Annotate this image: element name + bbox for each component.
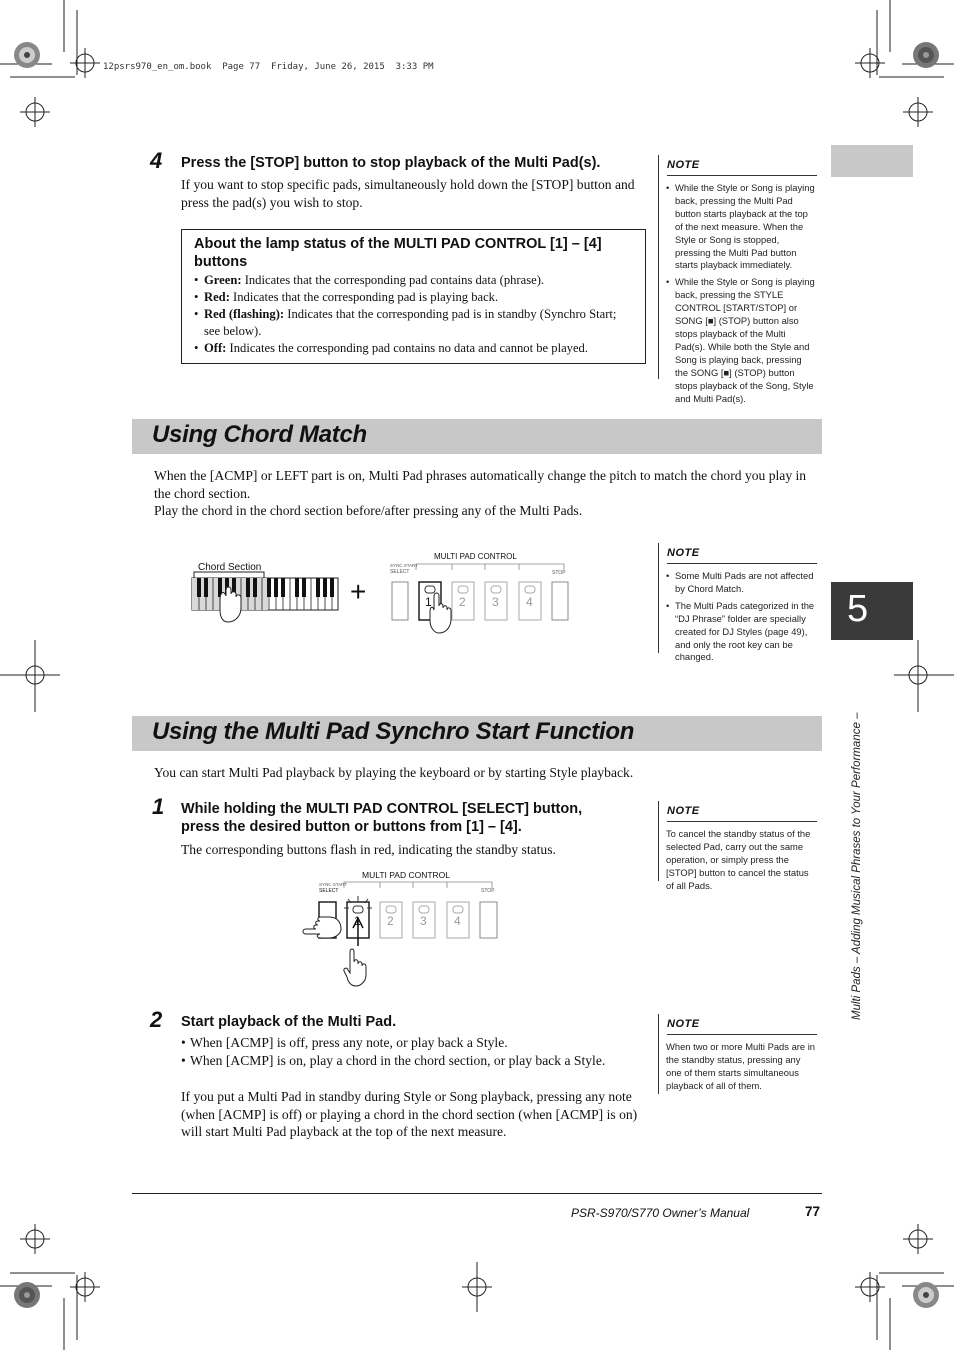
panel-2-select: SELECT bbox=[319, 888, 339, 894]
note-1 bbox=[658, 155, 817, 404]
panel-1-pad-4: 4 bbox=[526, 595, 533, 609]
footer-manual-title: PSR-S970/S770 Owner’s Manual bbox=[571, 1206, 750, 1220]
note-3-label: NOTE bbox=[667, 805, 700, 817]
note-3 bbox=[658, 801, 817, 891]
step-2-heading: Start playback of the Multi Pad. bbox=[181, 1014, 397, 1030]
panel-2-sync-start: SYNC START bbox=[319, 882, 348, 887]
note-1-item: • While the Style or Song is playing back, pressing the Multi Pad button starts playback at the top of the next measure. When the Style or Song is stopped, pressing the Multi Pad button starts playback immediately. bbox=[666, 182, 816, 272]
step-4-body: If you want to stop specific pads, simultaneously hold down the [STOP] button and press the pad(s) you wish to stop. bbox=[181, 177, 635, 210]
panel-1-pad-3: 3 bbox=[492, 595, 499, 609]
lamp-status-list bbox=[194, 272, 634, 357]
lamp-item-off: • Off: Indicates the corresponding pad contains no data and cannot be played. bbox=[194, 340, 634, 357]
note-2 bbox=[658, 543, 817, 663]
chord-section-label: Chord Section bbox=[198, 562, 262, 573]
side-tab-top bbox=[831, 145, 913, 177]
synchro-intro: You can start Multi Pad playback by playing the keyboard or by starting Style playback. bbox=[154, 765, 634, 780]
multi-pad-panel-1 bbox=[388, 550, 578, 642]
chord-match-section-bar bbox=[132, 419, 822, 454]
panel-1-sync-start: SYNC START bbox=[390, 563, 419, 568]
lamp-item-red: • Red: Indicates that the corresponding pad is playing back. bbox=[194, 289, 634, 306]
lamp-status-title: About the lamp status of the MULTI PAD CONTROL [1] – [4] buttons bbox=[194, 236, 602, 270]
step-2-bullets bbox=[181, 1034, 651, 1069]
step-2-bullet: • When [ACMP] is off, press any note, or play back a Style. bbox=[181, 1034, 651, 1052]
panel-2-pad-1: 1 bbox=[354, 914, 361, 928]
note-4-text: When two or more Multi Pads are in the standby status, pressing any one of them starts simultaneous playback of all of them. bbox=[666, 1041, 816, 1091]
lamp-item-red-flashing: • Red (flashing): Indicates that the corresponding pad is in standby (Synchro Start; see below). bbox=[194, 306, 634, 340]
chord-match-title: Using Chord Match bbox=[152, 421, 367, 448]
note-2-list bbox=[666, 570, 816, 664]
step-2-number: 2 bbox=[150, 1007, 163, 1032]
step-4-heading: Press the [STOP] button to stop playback of the Multi Pad(s). bbox=[181, 155, 601, 171]
step-4-number: 4 bbox=[150, 148, 163, 173]
panel-2-title: MULTI PAD CONTROL bbox=[362, 870, 450, 880]
keyboard-illustration bbox=[190, 568, 350, 628]
plus-sign: + bbox=[350, 576, 367, 607]
panel-1-pad-1: 1 bbox=[425, 595, 432, 609]
note-1-item: • While the Style or Song is playing back, pressing the STYLE CONTROL [START/STOP] or SONG [■] (STOP) button also stops playback of the Multi Pad(s). While both the Style and Song is playing back, pressing the SONG [■] (STOP) button stops playback of the Song, Style and Multi Pad(s). bbox=[666, 276, 816, 405]
note-2-item: • The Multi Pads categorized in the “DJ Phrase” folder are specially created for DJ Styles (page 49), and only the root key can be changed. bbox=[666, 600, 816, 665]
panel-1-select: SELECT bbox=[390, 569, 410, 575]
footer-page-number: 77 bbox=[805, 1204, 821, 1219]
note-3-text: To cancel the standby status of the selected Pad, carry out the same operation, or simply press the [STOP] button to cancel the status of all Pads. bbox=[666, 828, 811, 891]
step-2-bullet: • When [ACMP] is on, play a chord in the chord section, or play back a Style. bbox=[181, 1052, 651, 1070]
note-1-label: NOTE bbox=[667, 159, 700, 171]
step-1-body: The corresponding buttons flash in red, indicating the standby status. bbox=[181, 842, 556, 857]
step-1-number: 1 bbox=[152, 794, 165, 819]
lamp-item-green: • Green: Indicates that the corresponding pad contains data (phrase). bbox=[194, 272, 634, 289]
panel-1-pad-2: 2 bbox=[459, 595, 466, 609]
panel-2-pad-3: 3 bbox=[420, 914, 427, 928]
note-2-label: NOTE bbox=[667, 547, 700, 559]
step-2-para: If you put a Multi Pad in standby during Style or Song playback, pressing any note (when [ACMP] is off) or playing a chord in the chord section (when [ACMP] is on) will start Multi Pad playback at the top of the next measure. bbox=[181, 1089, 638, 1139]
note-1-list bbox=[666, 182, 816, 405]
synchro-section-bar bbox=[132, 716, 822, 751]
synchro-title: Using the Multi Pad Synchro Start Function bbox=[152, 718, 635, 745]
print-file-info: 12psrs970_en_om.book Page 77 Friday, June 26, 2015 3:33 PM bbox=[103, 62, 434, 72]
chapter-number: 5 bbox=[847, 588, 869, 630]
step-1-heading: While holding the MULTI PAD CONTROL [SELECT] button, press the desired button or buttons from [1] – [4]. bbox=[181, 801, 583, 835]
panel-1-stop: STOP bbox=[552, 570, 566, 576]
chord-match-para-2: Play the chord in the chord section before/after pressing any of the Multi Pads. bbox=[154, 503, 583, 518]
panel-2-pad-4: 4 bbox=[454, 914, 461, 928]
multi-pad-panel-2 bbox=[292, 868, 502, 990]
panel-1-title: MULTI PAD CONTROL bbox=[434, 552, 517, 561]
panel-2-stop: STOP bbox=[481, 888, 495, 894]
note-2-item: • Some Multi Pads are not affected by Chord Match. bbox=[666, 570, 816, 596]
note-4 bbox=[658, 1014, 817, 1094]
chord-match-para-1: When the [ACMP] or LEFT part is on, Multi Pad phrases automatically change the pitch to match the chord you play in the chord section. bbox=[154, 468, 807, 501]
panel-2-pad-2: 2 bbox=[387, 914, 394, 928]
panel-2-buttons bbox=[292, 868, 502, 990]
chapter-tab bbox=[831, 582, 913, 640]
lamp-status-box bbox=[181, 229, 646, 364]
panel-1-buttons bbox=[388, 550, 578, 642]
chapter-vertical-title: Multi Pads – Adding Musical Phrases to Your Performance – bbox=[851, 712, 863, 1020]
footer-rule bbox=[132, 1193, 822, 1194]
note-4-label: NOTE bbox=[667, 1018, 700, 1030]
